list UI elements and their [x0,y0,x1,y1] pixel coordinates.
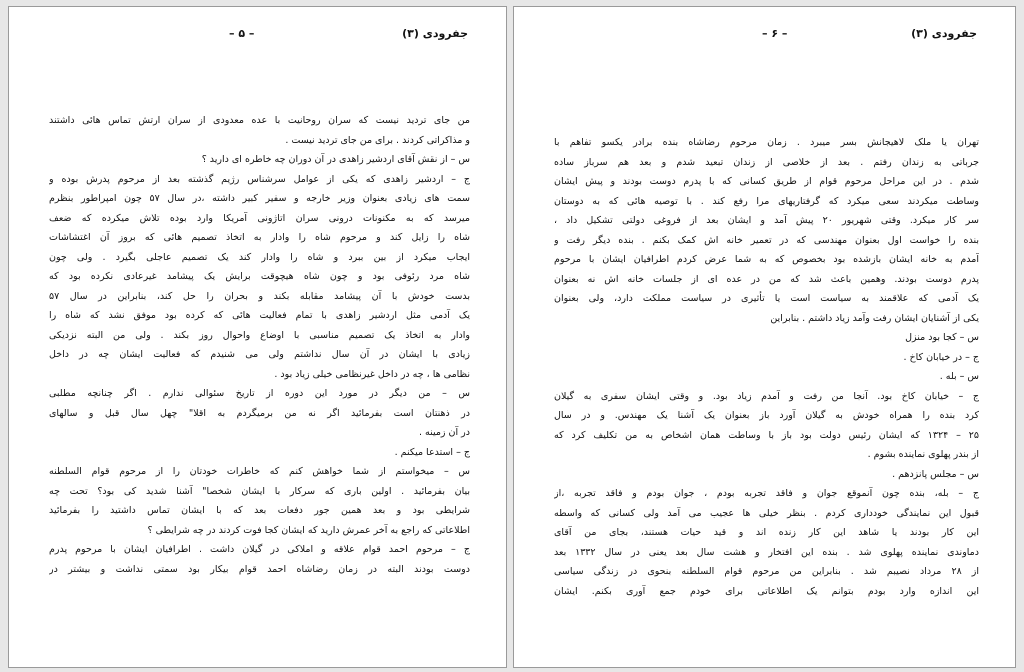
text-line: میرسد که به مکنونات درونی سران اتاژونی آمریکا وارد بوده تلاش میکرده که ضعف [49,212,470,224]
text-line: سر کار میکرد. وقتی شهریور ۲۰ پیش آمد و ایشان بعد از فروغی دولتی تشکیل داد ، [554,215,979,226]
text-line: س – مجلس پانزدهم . [892,468,979,480]
text-line: پدرم دوست بودند. وهمین باعث شد که من در عده ای از جلسات خانه اش نه بعنوان [554,273,979,285]
text-line: ۲۵ – ۱۳۲۴ که ایشان رئیس دولت بود باز با وساطت همان اشخاص به من تکلیف کرد که [554,429,979,441]
text-line: قبول این نمایندگی خودداری کردم . بنظر خیلی ها عجیب می آمد ولی کسانی که واسطه [554,507,979,519]
document-page-6 [513,6,1016,668]
text-line: کرد بنده را همراه خودش به گیلان آورد باز بعنوان یک آشنا یک مهندس. و در سال [554,410,979,421]
text-line: شاه را زایل کند و مرحوم شاه را وادار به اتخاذ تصمیم هائی که بروز آن اغتشاشات [49,232,470,243]
text-line: از ۲۸ مرداد نصیبم شد . بنابراین من مرحوم قوام السلطنه بنحوی در زندگی سیاسی [554,566,979,577]
document-page-5 [8,6,507,668]
text-line: ج – استدعا میکنم . [394,446,470,458]
text-line: نظامی ها ، چه در داخل غیرنظامی خیلی زیاد بود . [274,368,470,380]
text-line: ج – مرحوم احمد قوام علاقه و املاکی در گیلان داشت . اطرافیان ایشان با مرحوم پدرم [49,544,470,555]
text-line: دماوندی نماینده پهلوی شد . بنده این افتخار و هشت سال بعد یعنی در سال ۱۳۳۲ بعد [554,546,979,558]
text-line: شرایطی بود و بعد همین جور دفعات بعد که با ایشان تماس داشتید را بفرمائید [49,505,470,516]
text-line: س – بله . [939,371,979,382]
page-header-title: جفرودی (۳) [911,27,977,40]
text-line: ج – اردشیر زاهدی که یکی از عوامل سرشناس رژیم گذشته بعد از مرحوم پدرش بوده و [49,173,470,185]
text-line: ایجاب میکرد از بین ببرد و شاه را وادار کند یک تصمیم عاجلی بگیرد . ولی چون [49,251,470,263]
text-line: وساطت میکردند سعی میکرد که گرفتاریهای مرا رفع کند . با توصیه هائی که به دوستان [554,195,979,207]
text-line: ج – بله، بنده چون آنموقع جوان و فاقد تجربه بودم ، جوان بودم و فاقد تجربه ،از [554,488,979,499]
page-body-text [49,111,470,579]
text-line: در ذهنتان است بفرمائید اگر نه من برمیگردم به اقلا" چهل سال قبل و سالهای [49,407,470,419]
text-line: وادار به اتخاذ یک تصمیم مناسبی با اوضاع واحوال روز بکند . ولی من البته نزدیکی [49,329,470,341]
text-line: تهران یا ملک لاهیجانش بسر میبرد . زمان مرحوم رضاشاه بنده برادر یکسو تفاهم با [554,137,979,148]
page-number: – ۶ – [762,27,788,40]
text-line: س – میخواستم از شما خواهش کنم که خاطرات خودتان را از مرحوم قوام السلطنه [49,466,470,477]
text-line: س – کجا بود منزل [905,332,979,343]
text-line: بیان بفرمائید . اولین باری که سرکار با ایشان شخصا" آشنا شدید کی بود؟ تحت چه [49,485,470,497]
text-line: از بندر پهلوی نماینده بشوم . [867,449,979,460]
text-line: جرباتی به زندان رفتم . بعد از خلاصی از زندان تبعید شدم و بعد هم سرباز ساده [554,156,979,168]
text-line: من جای تردید نیست که سران روحانیت با عده معدودی از سران ارتش تماس هائی داشتند [49,115,470,126]
text-line: دوست بودند البته در زمان رضاشاه احمد قوام بیکار بود سمتی نداشت و بیشتر در [49,563,470,575]
text-line: و مذاکراتی کردند . برای من جای تردید نیست . [285,134,470,146]
text-line: این اندازه وارد بودم بتوانم یک اطلاعاتی برای خودم جمع آوری بکنم. ایشان [554,585,979,597]
text-line: بدست خودش با آن پیشامد مقابله بکند و بحران را حل کند، بنابراین در سال ۵۷ [49,290,470,302]
page-number: – ۵ – [229,27,255,40]
text-line: یک آدمی مثل اردشیر زاهدی با تمام فعالیت هائی که کرده بود موفق نشد که شاه را [49,310,470,321]
page-body-text [554,133,979,601]
text-line: سمت های زیادی بعنوان وزیر خارجه و سفیر کبیر داشته ،در سال ۵۷ چون امپراطور بنظرم [49,193,470,204]
text-line: در آن زمینه . [418,427,470,438]
text-line: س – من دیگر در مورد این دوره از تاریخ سئوالی ندارم . اگر چنانچه مطلبی [49,388,470,399]
text-line: آمدم به خانه ایشان بازشده بود بخصوص که به شما عرض کردم اطرافیان ایشان با مرحوم [554,254,979,265]
text-line: زیادی با ایشان در آن سال نداشتم ولی می شنیدم که فعالیت ایشان چه در داخل [49,349,470,360]
text-line: این کار بودند یا شاهد این کار زنده اند و قید حیات هستند، بجای من آقای [554,527,979,538]
text-line: س – از نقش آقای اردشیر زاهدی در آن دوران چه خاطره ای دارید ؟ [201,154,470,165]
page-header-title: جفرودی (۳) [402,27,468,40]
text-line: شدم . در این مراحل مرحوم قوام از طریق کسانی که با پدرم دوست بودند و پیش ایشان [554,176,979,187]
text-line: یکی از آشنایان ایشان رفت وآمد زیاد داشتم . بنابراین [770,312,979,324]
text-line: ج – در خیابان کاخ . [903,351,979,363]
text-line: بنده را خواست اول بعنوان مهندسی که در تعمیر خانه اش کمک بکنم . بنده دیگر رفت و [554,234,979,246]
text-line: ج – خیابان کاخ بود. آنجا من رفت و آمدم زیاد بود. و وقتی ایشان سفری به گیلان [554,390,979,402]
text-line: شاه مرد رئوفی بود و چون شاه هیچوقت برایش یک پیشامد غیرعادی نکرده بود که [49,271,470,282]
text-line: یک آدمی که علاقمند به سیاست است یا تأثیری در سیاست مملکت دارد، ولی بعنوان [554,293,979,304]
text-line: اطلاعاتی که راجع به آخر عمرش دارید که ایشان کجا فوت کردند در چه شرایطی ؟ [147,524,470,536]
